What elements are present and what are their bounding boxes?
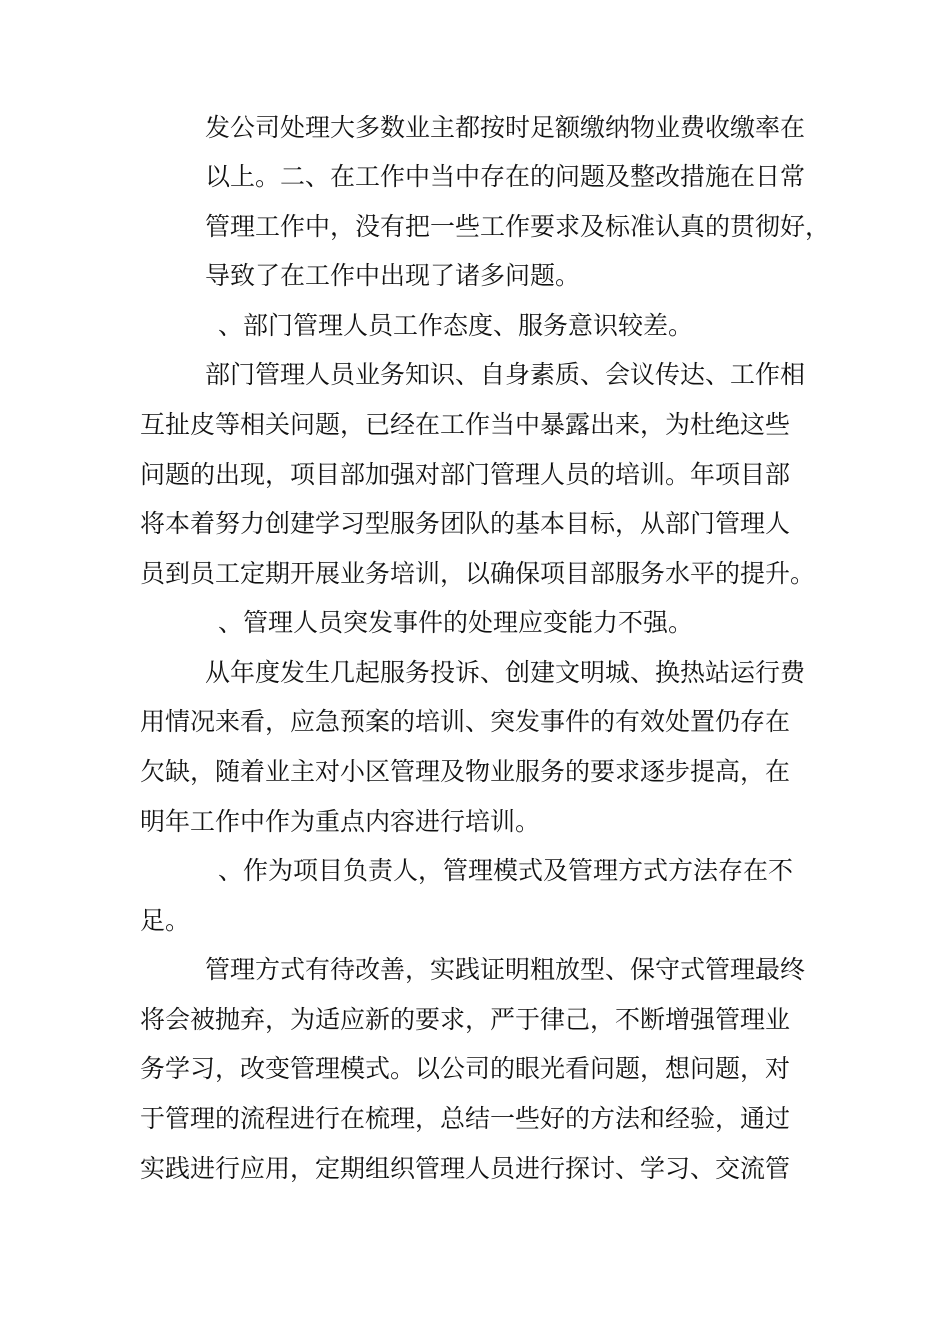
text-line: 、作为项目负责人，管理模式及管理方式方法存在不 (218, 856, 794, 885)
text-line: 发公司处理大多数业主都按时足额缴纳物业费收缴率在 (205, 113, 806, 142)
text-line: 于管理的流程进行在梳理，总结一些好的方法和经验，通过 (140, 1104, 791, 1133)
text-line: 导致了在工作中出现了诸多问题。 (205, 261, 581, 290)
text-line: 务学习，改变管理模式。以公司的眼光看问题，想问题，对 (140, 1054, 791, 1083)
text-line: 将本着努力创建学习型服务团队的基本目标，从部门管理人 (140, 509, 791, 538)
text-line: 明年工作中作为重点内容进行培训。 (140, 807, 541, 836)
text-line: 问题的出现，项目部加强对部门管理人员的培训。年项目部 (140, 460, 791, 489)
text-line: 管理方式有待改善，实践证明粗放型、保守式管理最终 (205, 955, 806, 984)
text-line: 、部门管理人员工作态度、服务意识较差。 (218, 311, 694, 340)
text-line: 实践进行应用，定期组织管理人员进行探讨、学习、交流管 (140, 1154, 791, 1183)
text-line: 欠缺，随着业主对小区管理及物业服务的要求逐步提高，在 (140, 757, 791, 786)
text-line: 互扯皮等相关问题，已经在工作当中暴露出来，为杜绝这些 (140, 410, 791, 439)
text-line: 从年度发生几起服务投诉、创建文明城、换热站运行费 (205, 658, 806, 687)
text-line: 将会被抛弃，为适应新的要求，严于律己，不断增强管理业 (140, 1005, 791, 1034)
text-line: 部门管理人员业务知识、自身素质、会议传达、工作相 (205, 360, 806, 389)
text-line: 员到员工定期开展业务培训，以确保项目部服务水平的提升。 (140, 559, 816, 588)
text-line: 足。 (140, 906, 191, 935)
text-line: 管理工作中，没有把一些工作要求及标准认真的贯彻好， (205, 212, 831, 241)
text-line: 、管理人员突发事件的处理应变能力不强。 (218, 608, 694, 637)
text-line: 用情况来看，应急预案的培训、突发事件的有效处置仍存在 (140, 707, 791, 736)
text-line: 以上。二、在工作中当中存在的问题及整改措施在日常 (205, 162, 806, 191)
